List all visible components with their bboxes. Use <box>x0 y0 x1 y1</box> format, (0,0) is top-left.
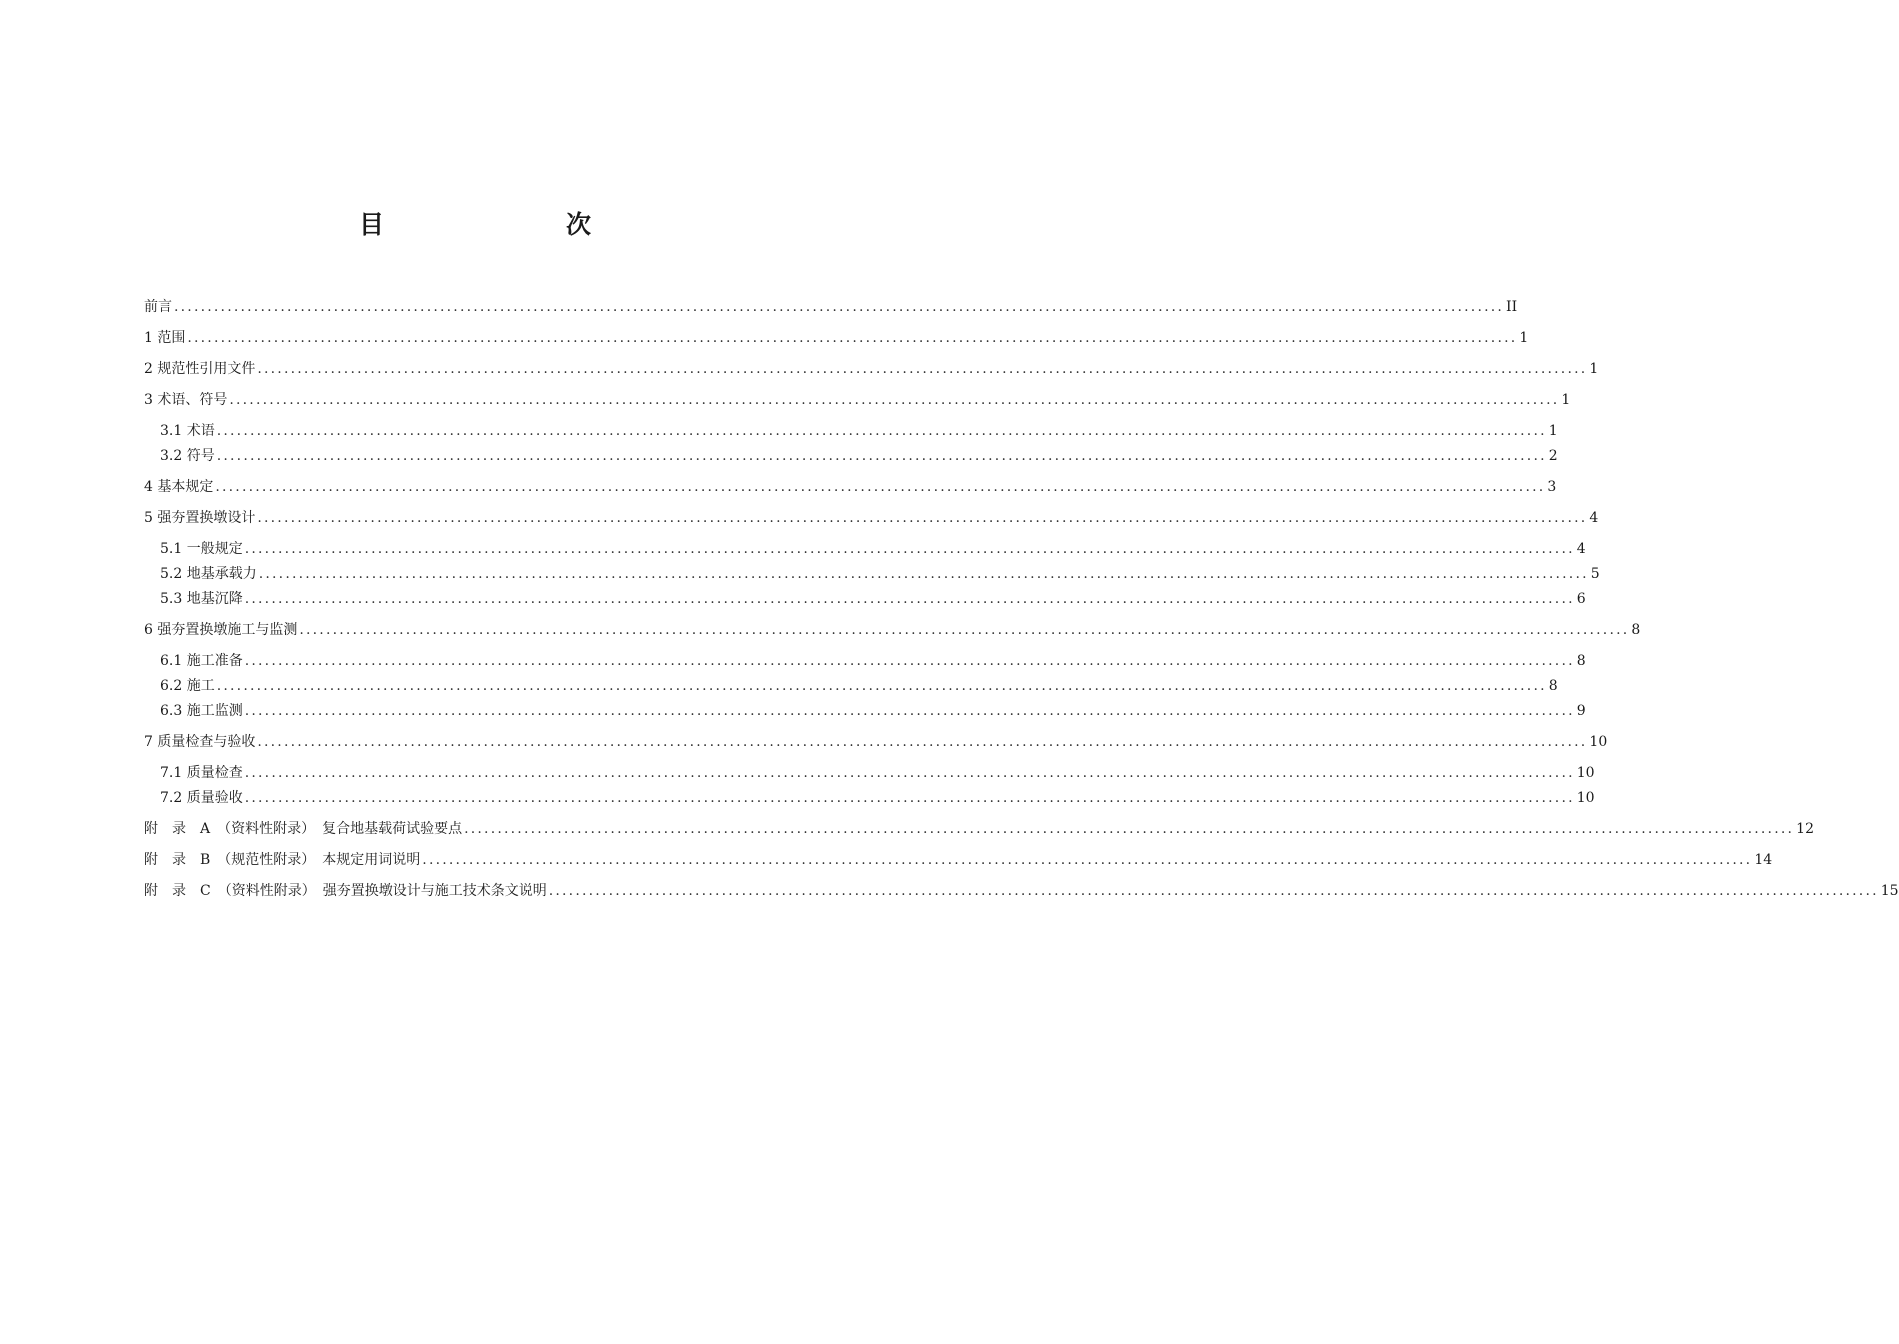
toc-leader-dots: ........................................................................................................................................................................................................ <box>174 299 1505 315</box>
toc-entry-7-1[interactable] <box>160 763 1595 783</box>
toc-leader-dots: ........................................................................................................................................................................................................ <box>244 653 1575 669</box>
toc-entry-3[interactable] <box>144 390 1571 410</box>
toc-leader-dots: ........................................................................................................................................................................................................ <box>187 330 1518 346</box>
toc-page-number: 15 <box>1880 883 1899 899</box>
toc-page-number: 1 <box>1519 330 1529 346</box>
toc-entry-6[interactable] <box>144 620 1641 640</box>
toc-leader-dots: ........................................................................................................................................................................................................ <box>216 423 1547 439</box>
toc-leader-dots: ........................................................................................................................................................................................................ <box>215 479 1546 495</box>
toc-leader-dots: ........................................................................................................................................................................................................ <box>258 566 1589 582</box>
toc-entry-label: 6.2 施工 <box>160 678 215 694</box>
toc-entry-7-2[interactable] <box>160 788 1595 808</box>
toc-leader-dots: ........................................................................................................................................................................................................ <box>216 678 1547 694</box>
toc-entry-1[interactable] <box>144 328 1529 348</box>
toc-leader-dots: ........................................................................................................................................................................................................ <box>244 790 1575 806</box>
toc-leader-dots: ........................................................................................................................................................................................................ <box>244 541 1575 557</box>
toc-entry-label: 7.2 质量验收 <box>160 790 243 806</box>
toc-page-number: 1 <box>1589 361 1599 377</box>
toc-entry-label: 7 质量检查与验收 <box>144 734 256 750</box>
toc-entry-label: 5.1 一般规定 <box>160 541 243 557</box>
toc-page-number: 10 <box>1589 734 1608 750</box>
toc-entry-6-3[interactable] <box>160 701 1586 721</box>
toc-entry-7[interactable] <box>144 732 1608 752</box>
toc-entry-label: 6.1 施工准备 <box>160 653 243 669</box>
toc-entry-label: 3.2 符号 <box>160 448 215 464</box>
toc-entry-label: 6 强夯置换墩施工与监测 <box>144 622 298 638</box>
toc-entry-2[interactable] <box>144 359 1599 379</box>
toc-page-number: 12 <box>1796 821 1814 837</box>
toc-entry-appendix-a[interactable] <box>144 819 1814 839</box>
toc-page-number: II <box>1506 299 1518 315</box>
toc-entry-label: 5.3 地基沉降 <box>160 591 243 607</box>
toc-entry-label: 2 规范性引用文件 <box>144 361 256 377</box>
toc-page-number: 9 <box>1576 703 1586 719</box>
toc-entry-label: 5 强夯置换墩设计 <box>144 510 256 526</box>
toc-page-number: 8 <box>1631 622 1641 638</box>
toc-entry-label: 3.1 术语 <box>160 423 215 439</box>
toc-entry-6-2[interactable] <box>160 676 1558 696</box>
toc-page-number: 10 <box>1576 765 1595 781</box>
toc-leader-dots: ........................................................................................................................................................................................................ <box>464 821 1795 837</box>
toc-entry-label: 1 范围 <box>144 330 186 346</box>
toc-leader-dots: ........................................................................................................................................................................................................ <box>244 765 1575 781</box>
toc-entry-label: 附 录 B （规范性附录） 本规定用词说明 <box>144 852 421 868</box>
toc-leader-dots: ........................................................................................................................................................................................................ <box>244 703 1575 719</box>
toc-entry-4[interactable] <box>144 477 1557 497</box>
toc-page-number: 1 <box>1548 423 1558 439</box>
toc-page-number: 4 <box>1589 510 1599 526</box>
toc-entry-5-3[interactable] <box>160 589 1586 609</box>
toc-entry-label: 附 录 A （资料性附录） 复合地基载荷试验要点 <box>144 821 463 837</box>
toc-page-number: 2 <box>1548 448 1558 464</box>
toc-page-number: 6 <box>1576 591 1586 607</box>
toc-leader-dots: ........................................................................................................................................................................................................ <box>548 883 1879 899</box>
toc-page-number: 3 <box>1547 479 1557 495</box>
toc-entry-6-1[interactable] <box>160 651 1586 671</box>
toc-leader-dots: ........................................................................................................................................................................................................ <box>229 392 1560 408</box>
toc-leader-dots: ........................................................................................................................................................................................................ <box>257 734 1588 750</box>
toc-page-number: 14 <box>1754 852 1773 868</box>
toc-entry-appendix-c[interactable] <box>144 881 1899 901</box>
toc-entry-appendix-b[interactable] <box>144 850 1773 870</box>
toc-entry-5[interactable] <box>144 508 1599 528</box>
toc-page-number: 5 <box>1590 566 1600 582</box>
toc-page-number: 8 <box>1576 653 1586 669</box>
toc-entry-3-1[interactable] <box>160 421 1558 441</box>
toc-entry-label: 前言 <box>144 299 172 315</box>
toc-page-number: 10 <box>1576 790 1595 806</box>
toc-leader-dots: ........................................................................................................................................................................................................ <box>422 852 1753 868</box>
page-title: 目 次 <box>358 210 635 239</box>
toc-entry-label: 7.1 质量检查 <box>160 765 243 781</box>
toc-leader-dots: ........................................................................................................................................................................................................ <box>244 591 1575 607</box>
toc-entry-label: 6.3 施工监测 <box>160 703 243 719</box>
toc-leader-dots: ........................................................................................................................................................................................................ <box>257 510 1588 526</box>
toc-entry-label: 3 术语、符号 <box>144 392 228 408</box>
toc-leader-dots: ........................................................................................................................................................................................................ <box>299 622 1630 638</box>
toc-leader-dots: ........................................................................................................................................................................................................ <box>257 361 1588 377</box>
toc-leader-dots: ........................................................................................................................................................................................................ <box>216 448 1547 464</box>
toc-entry-preface[interactable] <box>144 297 1518 317</box>
toc-page-number: 8 <box>1548 678 1558 694</box>
toc-page-number: 4 <box>1576 541 1586 557</box>
toc-entry-3-2[interactable] <box>160 446 1558 466</box>
toc-entry-label: 4 基本规定 <box>144 479 214 495</box>
toc-entry-label: 附 录 C （资料性附录） 强夯置换墩设计与施工技术条文说明 <box>144 883 547 899</box>
toc-entry-label: 5.2 地基承载力 <box>160 566 257 582</box>
toc-entry-5-1[interactable] <box>160 539 1586 559</box>
toc-page-number: 1 <box>1561 392 1571 408</box>
toc-entry-5-2[interactable] <box>160 564 1600 584</box>
